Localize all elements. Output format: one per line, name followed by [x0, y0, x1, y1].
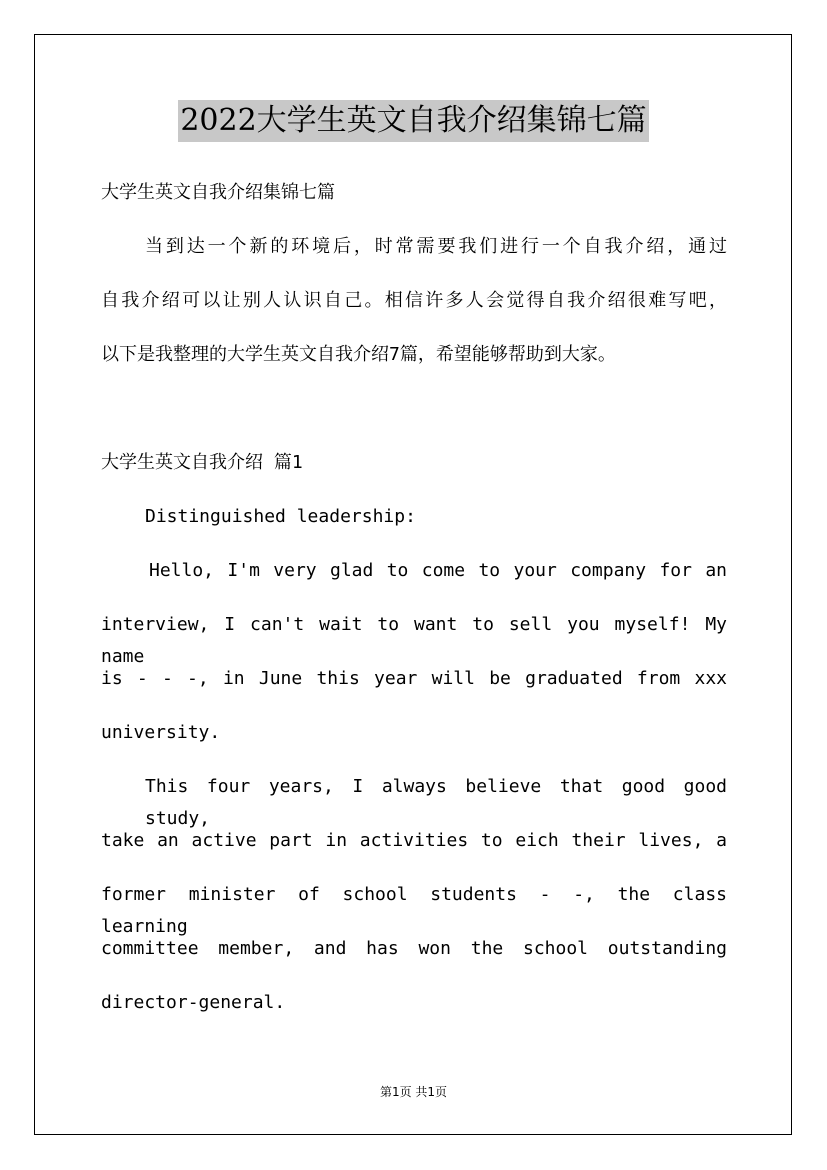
page-number: 第1页 共1页: [379, 1085, 448, 1099]
paragraph-line: former minister of school students - -, the class learning: [101, 884, 727, 937]
intro-line: 以下是我整理的大学生英文自我介绍7篇，希望能够帮助到大家。: [101, 344, 616, 365]
section-heading: 大学生英文自我介绍 篇1: [101, 452, 303, 473]
paragraph-line: university.: [101, 722, 221, 743]
title-container: [0, 100, 827, 142]
paragraph-line: is - - -, in June this year will be graduated from xxx: [101, 668, 727, 689]
paragraph-line: take an active part in activities to eich their lives, a: [101, 830, 727, 851]
spacer: [101, 393, 727, 447]
paragraph-line: This four years, I always believe that good good study,: [145, 776, 727, 829]
intro-line: 自我介绍可以让别人认识自己。相信许多人会觉得自我介绍很难写吧，: [101, 290, 727, 311]
paragraph-line: interview, I can't wait to want to sell you myself! My name: [101, 614, 727, 667]
document-body: [101, 177, 727, 1041]
subtitle: 大学生英文自我介绍集锦七篇: [101, 182, 335, 203]
paragraph-line: director-general.: [101, 992, 286, 1013]
paragraph-line: Hello, I'm very glad to come to your company for an: [149, 560, 727, 581]
document-title: 2022大学生英文自我介绍集锦七篇: [178, 100, 648, 142]
paragraph-line: committee member, and has won the school outstanding: [101, 938, 727, 959]
intro-line: 当到达一个新的环境后，时常需要我们进行一个自我介绍，通过: [145, 236, 727, 257]
salutation: Distinguished leadership:: [145, 506, 416, 527]
